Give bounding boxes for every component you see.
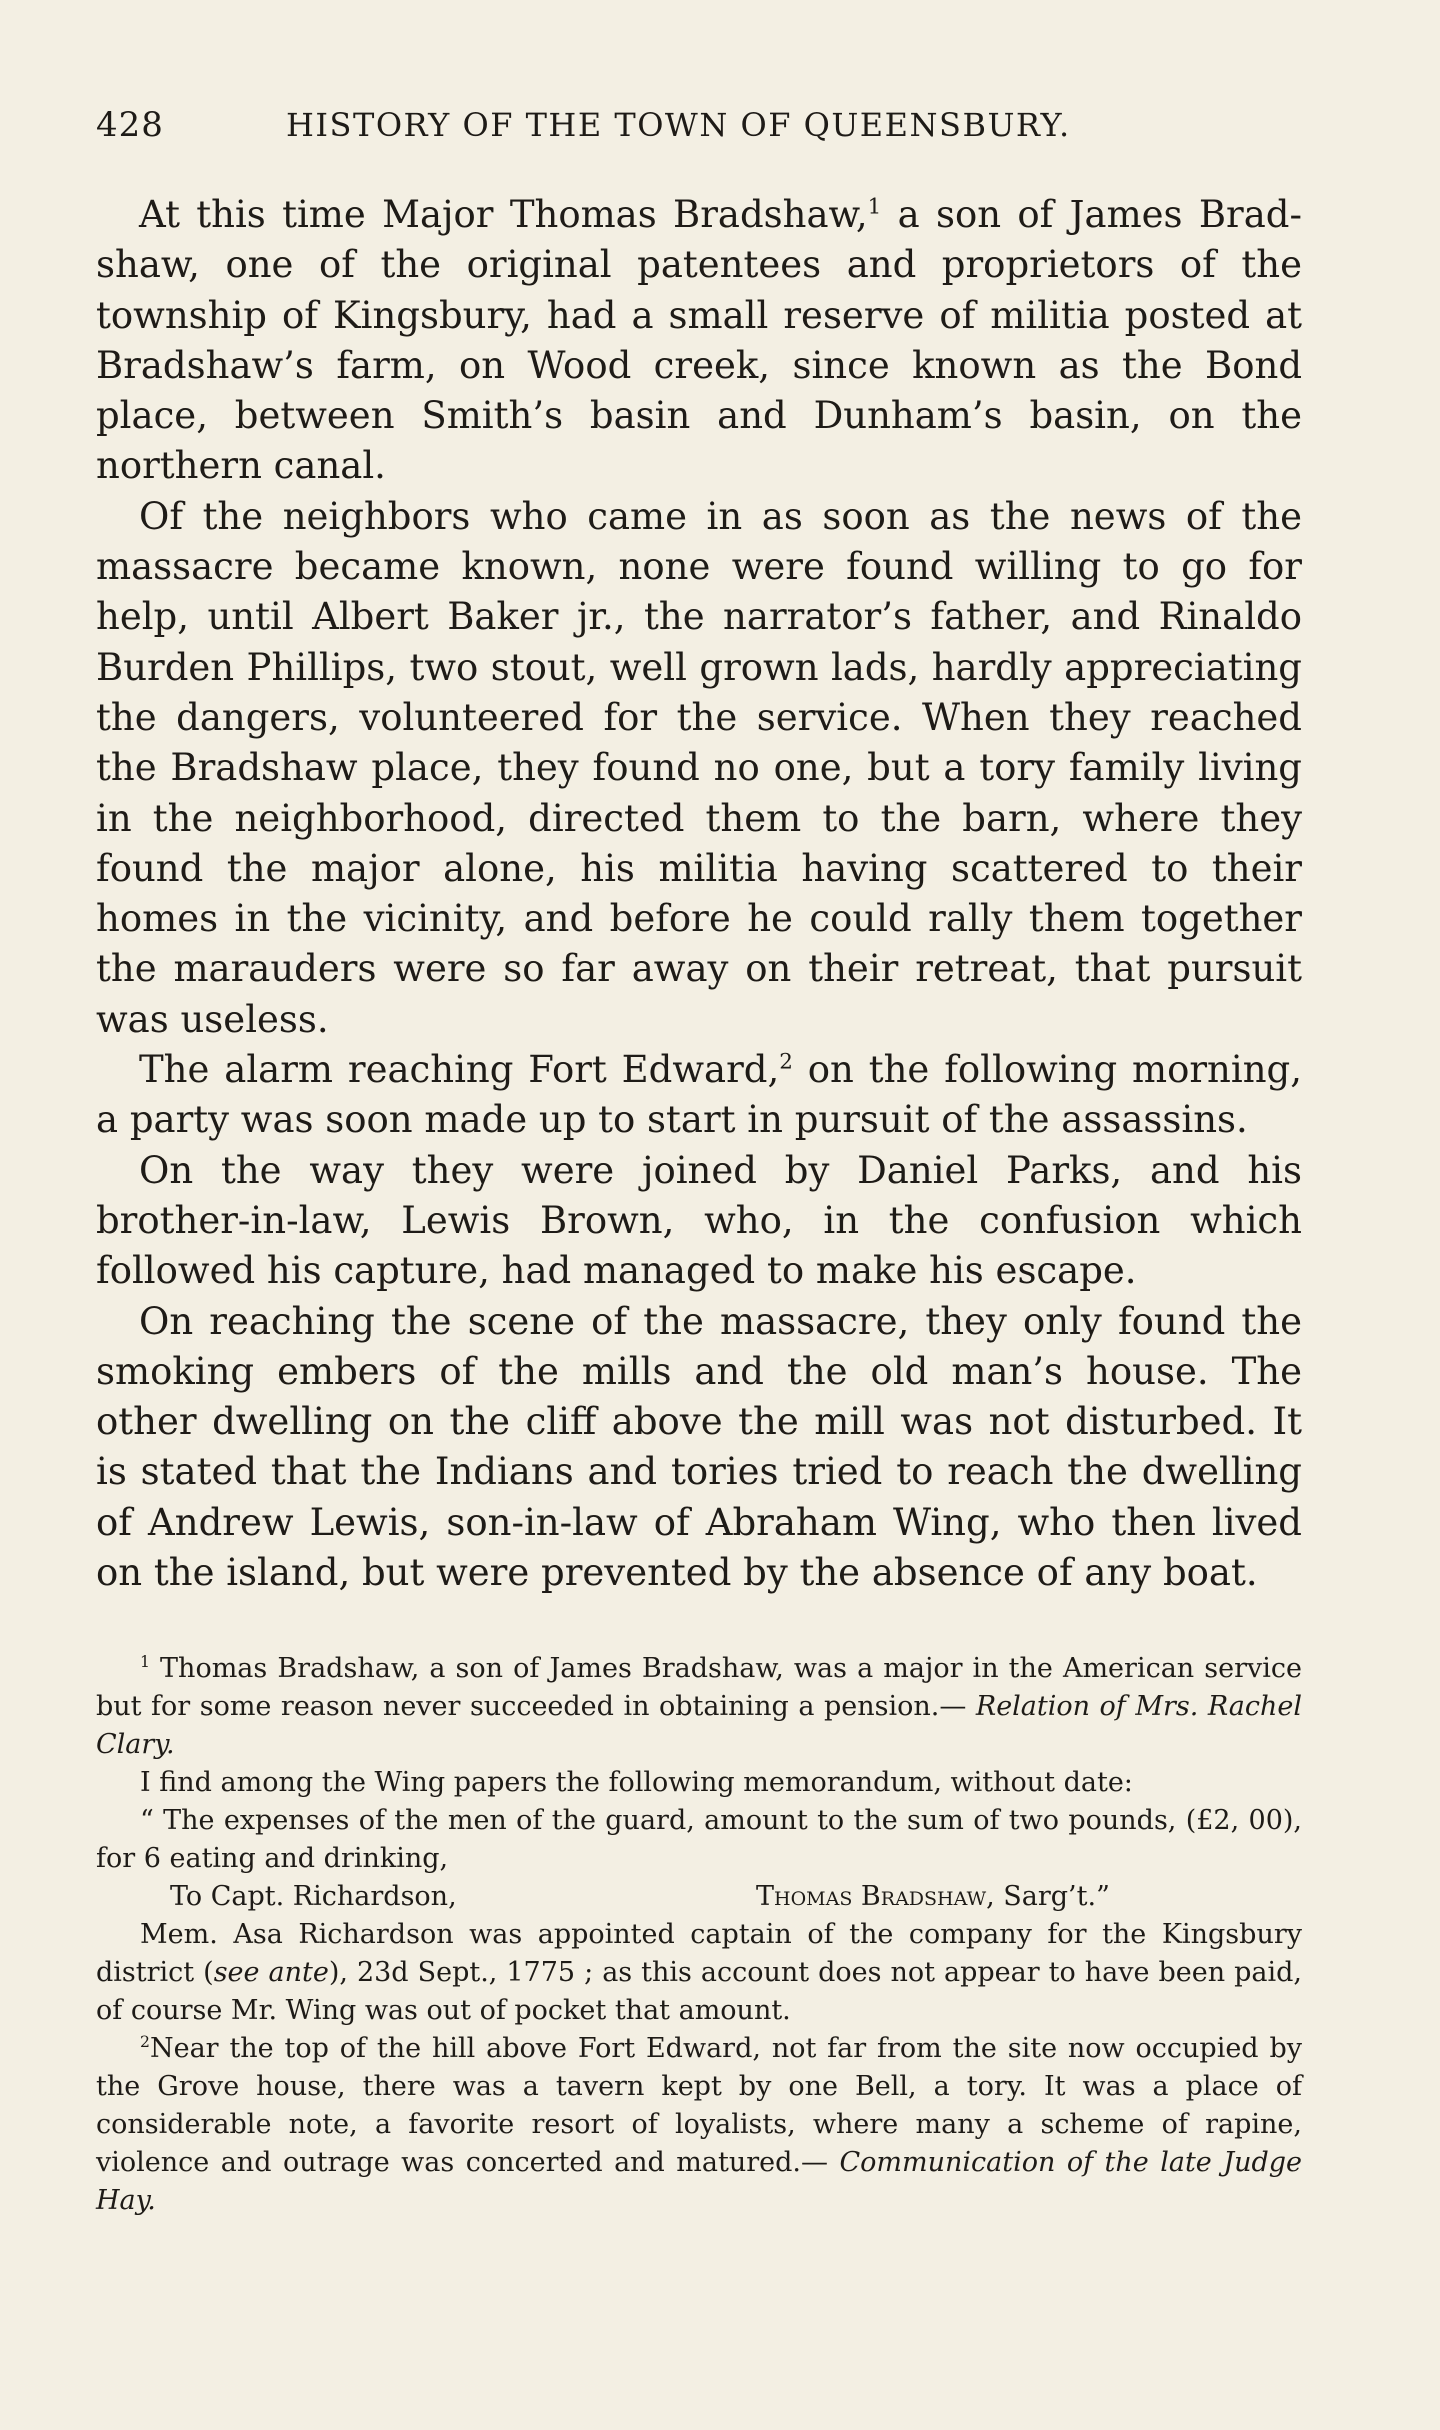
running-header	[96, 105, 1302, 145]
paragraph-3	[96, 1045, 1302, 1146]
footnote-2-citation: Communication of the late Judge Hay.	[96, 2147, 1303, 2217]
footnote-ref-2: 2	[779, 1049, 793, 1075]
footnote-1-memo-quote: “ The expenses of the men of the guard, amount to the sum of two pounds, (£2, 00), for 6 eating and drinking,	[96, 1805, 1302, 1875]
footnote-1	[96, 1650, 1302, 1764]
signature-name: Thomas Bradshaw,	[756, 1881, 995, 1913]
paragraph-2: Of the neighbors who came in as soon as the news of the massacre became known, none were found willing to go for help, until Albert Baker jr., the narrator’s father, and Rinaldo Burden Phillips, two stout, well grown lads, hardly appreciating the dangers, volunteered for the service. When they reached the Bradshaw place, they found no one, but a tory family living in the neighborhood, directed them to the barn, where they found the major alone, his militia having scattered to their homes in the vicinity, and before he could rally them together the marauders were so far away on their retreat, that pursuit was useless.	[96, 494, 1302, 1041]
running-title: HISTORY OF THE TOWN OF QUEENSBURY.	[286, 106, 1071, 144]
page-number: 428	[96, 105, 164, 145]
footnote-2	[96, 2030, 1302, 2220]
paragraph-1-text-start: At this time Major Thomas Bradshaw,	[139, 193, 868, 236]
main-text	[96, 190, 1302, 1598]
paragraph-1-text-end: a son of James Brad-shaw, one of the original patentees and proprietors of the township of Kingsbury, had a small reserve of militia posted at Bradshaw’s farm, on Wood creek, since known as the Bond place, between Smith’s basin and Dunham’s basin, on the northern canal.	[96, 193, 1302, 488]
paragraph-5: On reaching the scene of the massacre, they only found the smoking embers of the mills and the old man’s house. The other dwelling on the cliff above the mill was not disturbed. It is stated that the Indians and tories tried to reach the dwelling of Andrew Lewis, son-in-law of Abraham Wing, who then lived on the island, but were prevented by the absence of any boat.	[96, 1299, 1302, 1595]
book-page	[96, 105, 1303, 2220]
signature-rank: Sarg’t.”	[994, 1881, 1110, 1913]
footnote-1-mark: 1	[140, 1652, 150, 1672]
paragraph-4: On the way they were joined by Daniel Parks, and his brother-in-law, Lewis Brown, who, in the confusion which followed his capture, had managed to make his escape.	[96, 1148, 1302, 1293]
footnote-1-signature	[96, 1878, 1302, 1916]
signature-to: To Capt. Richardson,	[170, 1881, 457, 1913]
paragraph-3-text-end: on the following morning, a party was soon made up to start in pursuit of the assassins.	[96, 1048, 1302, 1142]
footnote-2-mark: 2	[140, 2032, 150, 2052]
footnote-ref-1: 1	[867, 194, 882, 220]
footnote-1-mem-text-end: ), 23d Sept., 1775 ; as this account does not appear to have been paid, of course Mr. Wing was out of pocket that amount.	[96, 1957, 1302, 2027]
footnote-1-mem	[96, 1916, 1302, 2030]
paragraph-3-text-start: The alarm reaching Fort Edward,	[139, 1048, 780, 1092]
signature-signer	[756, 1878, 1110, 1916]
footnote-1-text: Thomas Bradshaw, a son of James Bradshaw, was a major in the American service but for some reason never succeeded in obtaining a pension.—	[96, 1653, 1302, 1723]
footnotes	[96, 1650, 1302, 2220]
paragraph-1	[96, 190, 1302, 492]
footnote-1-mem-see-ante: see ante	[213, 1957, 329, 1989]
footnote-2-text: Near the top of the hill above Fort Edward, not far from the site now occupied by the Grove house, there was a tavern kept by one Bell, a tory. It was a place of considerable note, a favorite resort of loyalists, where many a scheme of rapine, violence and outrage was concerted and matured.—	[96, 2033, 1302, 2179]
footnote-1-memo-intro: I find among the Wing papers the following memorandum, without date:	[140, 1767, 1133, 1799]
footnote-1-citation: Relation of Mrs. Rachel Clary.	[96, 1691, 1302, 1761]
footnote-1-mem-text-start: Mem. Asa Richardson was appointed captain of the company for the Kingsbury district (	[96, 1919, 1302, 1989]
